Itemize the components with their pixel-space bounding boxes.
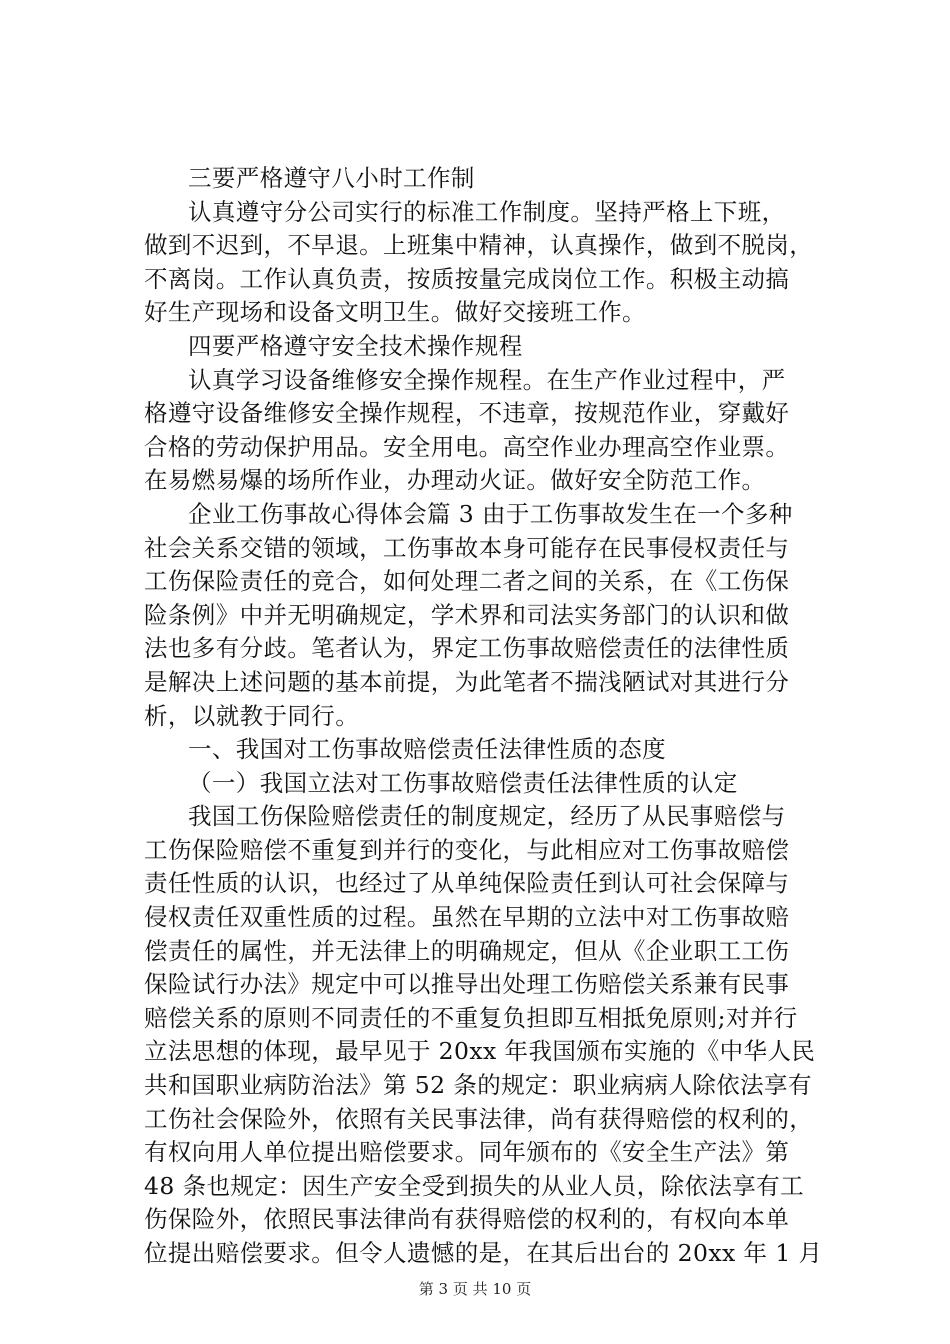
- page-number-footer: 第 3 页 共 10 页: [418, 1280, 532, 1298]
- paragraph-line: 法也多有分歧。笔者认为，界定工伤事故赔偿责任的法律性质: [144, 634, 790, 663]
- paragraph-line: 析，以就教于同行。: [144, 701, 360, 730]
- section-heading: 四要严格遵守安全技术操作规程: [188, 331, 523, 360]
- paragraph-line: 在易燃易爆的场所作业，办理动火证。做好安全防范工作。: [144, 466, 766, 495]
- paragraph-line: 我国工伤保险赔偿责任的制度规定，经历了从民事赔偿与: [188, 802, 786, 831]
- paragraph-line: 有权向用人单位提出赔偿要求。同年颁布的《安全生产法》第: [144, 1138, 790, 1167]
- paragraph-line: 合格的劳动保护用品。安全用电。高空作业办理高空作业票。: [144, 432, 790, 461]
- paragraph-line: 认真学习设备维修安全操作规程。在生产作业过程中，严: [188, 365, 786, 394]
- paragraph-line: 工伤社会保险外，依照有关民事法律，尚有获得赔偿的权利的，: [144, 1104, 814, 1133]
- paragraph-line: 险条例》中并无明确规定，学术界和司法实务部门的认识和做: [144, 600, 790, 629]
- paragraph-line: 偿责任的属性，并无法律上的明确规定，但从《企业职工工伤: [144, 936, 790, 965]
- paragraph-line: 位提出赔偿要求。但令人遗憾的是，在其后出台的 20xx 年 1 月: [144, 1239, 823, 1267]
- paragraph-line: 责任性质的认识，也经过了从单纯保险责任到认可社会保障与: [144, 869, 790, 898]
- paragraph-line: 侵权责任双重性质的过程。虽然在早期的立法中对工伤事故赔: [144, 903, 790, 932]
- paragraph-line: 保险试行办法》规定中可以推导出处理工伤赔偿关系兼有民事: [144, 970, 790, 999]
- paragraph-line: 工伤保险赔偿不重复到并行的变化，与此相应对工伤事故赔偿: [144, 835, 790, 864]
- section-heading: 一、我国对工伤事故赔偿责任法律性质的态度: [188, 735, 666, 764]
- paragraph-line: 不离岗。工作认真负责，按质按量完成岗位工作。积极主动搞: [144, 264, 790, 293]
- paragraph-line: 认真遵守分公司实行的标准工作制度。坚持严格上下班，: [188, 197, 786, 226]
- paragraph-line: 赔偿关系的原则不同责任的不重复负担即互相抵免原则;对并行: [144, 1003, 798, 1032]
- paragraph-line: 伤保险外，依照民事法律尚有获得赔偿的权利的，有权向本单: [144, 1205, 790, 1234]
- paragraph-line: 立法思想的体现，最早见于 20xx 年我国颁布实施的《中华人民: [144, 1037, 816, 1066]
- section-heading: 三要严格遵守八小时工作制: [188, 164, 475, 192]
- document-body: [144, 162, 834, 1271]
- paragraph-line: 社会关系交错的领域，工伤事故本身可能存在民事侵权责任与: [144, 533, 790, 562]
- paragraph-line: 工伤保险责任的竞合，如何处理二者之间的关系，在《工伤保: [144, 567, 790, 596]
- paragraph-line: 企业工伤事故心得体会篇 3 由于工伤事故发生在一个多种: [188, 499, 793, 528]
- paragraph-line: 好生产现场和设备文明卫生。做好交接班工作。: [144, 298, 646, 327]
- paragraph-line: 格遵守设备维修安全操作规程，不违章，按规范作业，穿戴好: [144, 399, 790, 428]
- paragraph-line: 48 条也规定：因生产安全受到损失的从业人员，除依法享有工: [144, 1171, 804, 1200]
- paragraph-line: 是解决上述问题的基本前提，为此笔者不揣浅陋试对其进行分: [144, 667, 790, 696]
- paragraph-line: 做到不迟到，不早退。上班集中精神，认真操作，做到不脱岗，: [144, 231, 814, 260]
- subsection-heading: （一）我国立法对工伤事故赔偿责任法律性质的认定: [188, 768, 738, 797]
- paragraph-line: 共和国职业病防治法》第 52 条的规定：职业病病人除依法享有: [144, 1071, 812, 1100]
